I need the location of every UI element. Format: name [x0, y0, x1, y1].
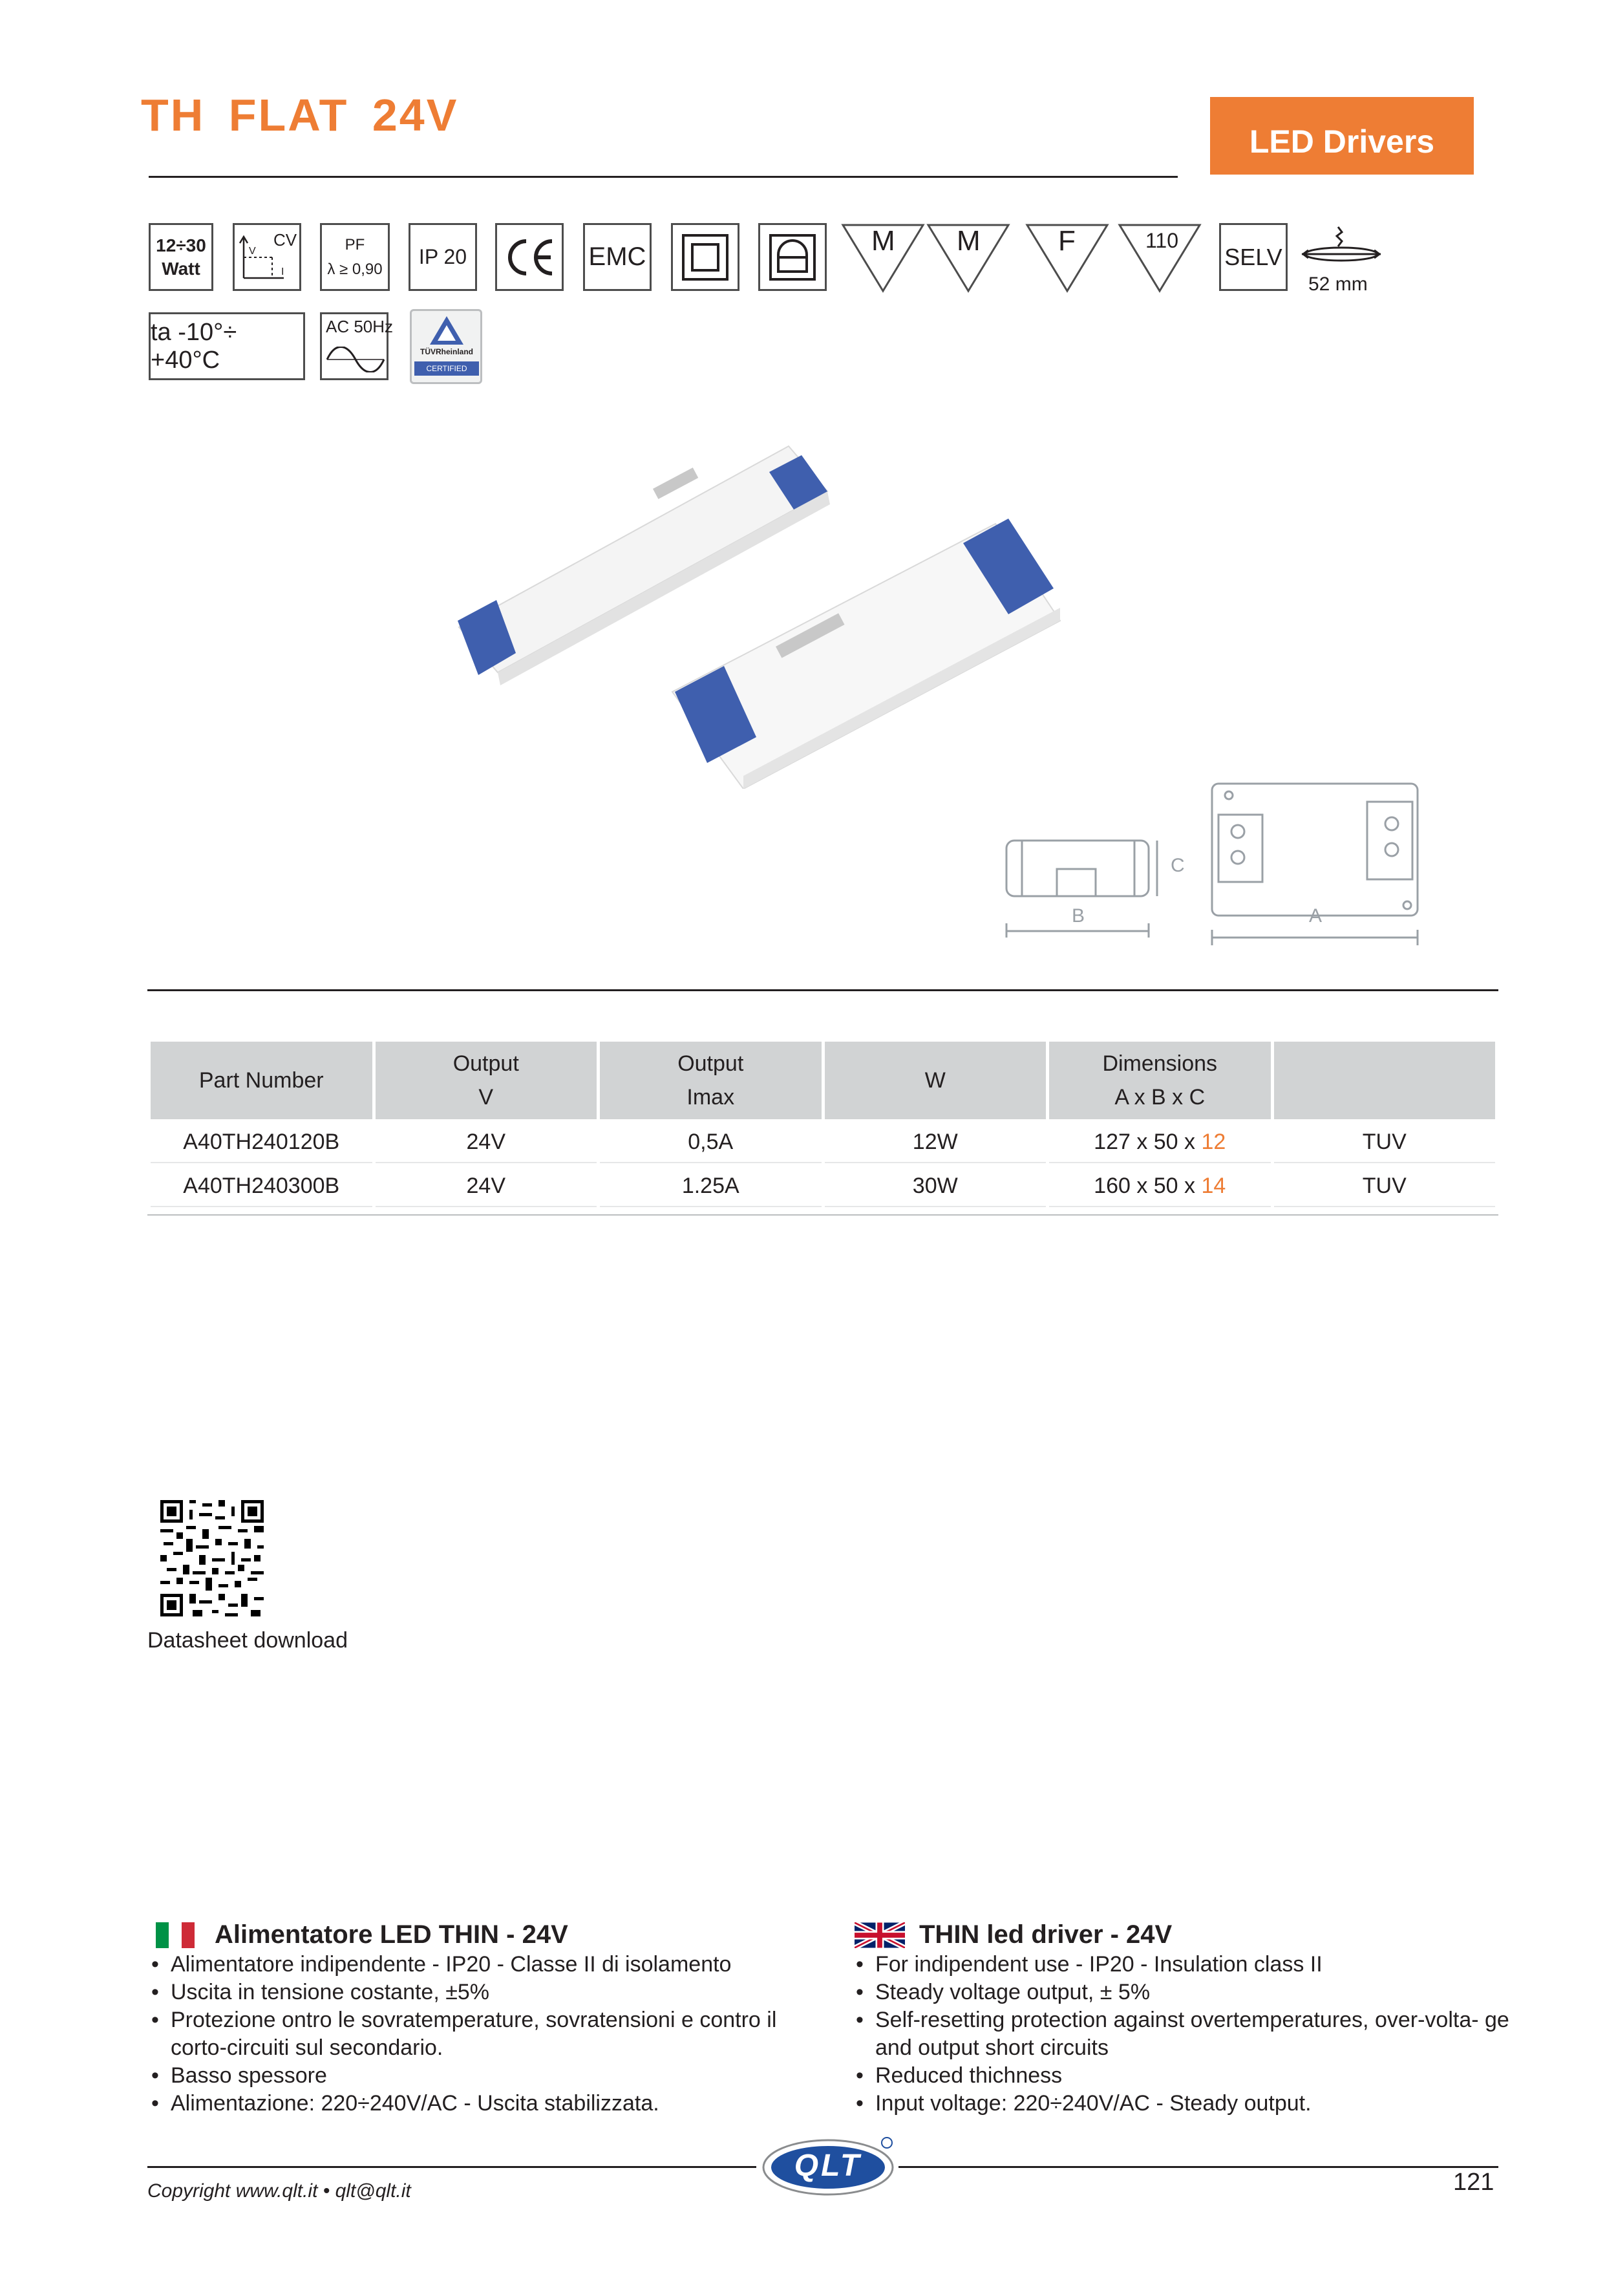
m-mark-triangle-1	[840, 222, 926, 294]
english-title: THIN led driver - 24V	[919, 1920, 1173, 1949]
tuv-brand: TÜVRheinland	[420, 347, 473, 356]
list-item: • Steady voltage output, ± 5%	[855, 1979, 1519, 2006]
cell-certification: TUV	[1274, 1122, 1496, 1163]
section-tag: LED Drivers	[1210, 97, 1474, 175]
cell-imax: 1.25A	[600, 1166, 822, 1207]
cell-imax: 0,5A	[600, 1122, 822, 1163]
product-photo	[440, 427, 1086, 789]
english-bullet-list	[855, 1951, 1519, 2118]
f-mark-label: F	[1058, 225, 1076, 257]
cell-watt: 12W	[825, 1122, 1047, 1163]
m-mark-label-1: M	[871, 225, 895, 257]
table-row	[151, 1166, 1495, 1207]
italy-flag-icon	[150, 1922, 200, 1948]
tuv-triangle-icon	[429, 315, 465, 346]
qr-caption: Datasheet download	[147, 1628, 348, 1653]
ac-label: AC 50Hz	[326, 317, 394, 336]
footer-rule-left	[147, 2166, 756, 2168]
cv-i-label: I	[281, 266, 284, 277]
tuv-cert: CERTIFIED	[414, 361, 479, 376]
col-watt: W	[825, 1042, 1047, 1119]
pf-label: PF	[345, 235, 365, 253]
header-rule	[149, 176, 1178, 178]
qr-code[interactable]	[160, 1500, 264, 1616]
col-output-imax: Output Imax	[600, 1042, 822, 1119]
emc-label: EMC	[588, 242, 646, 271]
cell-voltage: 24V	[376, 1122, 597, 1163]
dimension-c-label: C	[1171, 855, 1185, 876]
list-item: • Alimentatore indipendente - IP20 - Classe II di isolamento	[150, 1951, 822, 1979]
list-item: • Self-resetting protection against overtemperatures, over-volta- ge and output short circuits	[855, 2006, 1519, 2062]
double-square-icon	[679, 231, 731, 283]
italian-title: Alimentatore LED THIN - 24V	[215, 1920, 568, 1949]
wattage-label: Watt	[162, 258, 200, 279]
qlt-logo	[758, 2134, 898, 2205]
italian-section	[150, 1920, 822, 2118]
italian-bullet-list	[150, 1951, 822, 2118]
m-mark-label-2: M	[957, 225, 981, 257]
uk-flag-icon	[855, 1922, 905, 1948]
ac-input-icon	[320, 312, 394, 380]
ce-mark-icon	[495, 223, 564, 291]
list-item: • For indipendent use - IP20 - Insulation class II	[855, 1951, 1519, 1979]
table-row	[151, 1122, 1495, 1163]
dim-c-value: 14	[1201, 1173, 1226, 1198]
list-item: • Protezione ontro le sovratemperature, sovratensioni e contro il corto-circuiti sul secondario.	[150, 2006, 822, 2062]
section-rule	[147, 989, 1498, 991]
luminaire-symbol-icon	[767, 231, 818, 283]
sine-wave-icon	[326, 347, 385, 372]
ambient-temp-label: ta -10°÷ +40°C	[151, 318, 237, 374]
cv-v-label: V	[249, 246, 256, 257]
f-mark-triangle	[1025, 222, 1110, 294]
list-item: • Reduced thichness	[855, 2062, 1519, 2090]
footer-rule-right	[898, 2166, 1498, 2168]
english-section	[855, 1920, 1519, 2118]
class-ii-icon	[671, 223, 739, 291]
table-header-row	[151, 1042, 1495, 1119]
page-number: 121	[1453, 2169, 1494, 2196]
tuv-certified-logo	[410, 309, 482, 384]
m-mark-triangle-2	[926, 222, 1011, 294]
col-output-v: Output V	[376, 1042, 597, 1119]
dimension-a-label: A	[1309, 905, 1323, 927]
list-item: • Input voltage: 220÷240V/AC - Steady output.	[855, 2090, 1519, 2118]
power-factor-icon	[320, 223, 390, 291]
table-bottom-rule	[147, 1214, 1498, 1216]
col-certification	[1274, 1042, 1496, 1119]
cell-part-number: A40TH240300B	[151, 1166, 372, 1207]
list-item: • Basso spessore	[150, 2062, 822, 2090]
ip20-label: IP 20	[418, 245, 467, 268]
wattage-icon	[149, 223, 213, 291]
temp-110-label: 110	[1145, 229, 1179, 252]
wattage-range: 12÷30	[156, 235, 206, 255]
selv-icon	[1219, 223, 1288, 291]
ip20-icon	[409, 223, 477, 291]
dimension-drawing	[999, 776, 1425, 957]
qlt-logo-text: QLT	[794, 2149, 862, 2183]
cell-watt: 30W	[825, 1166, 1047, 1207]
selv-label: SELV	[1224, 243, 1282, 270]
thickness-label: 52 mm	[1308, 274, 1368, 295]
temp-110-triangle	[1117, 222, 1202, 294]
col-dimensions: Dimensions A x B x C	[1049, 1042, 1271, 1119]
copyright: Copyright www.qlt.it • qlt@qlt.it	[147, 2180, 411, 2202]
cv-label: CV	[273, 230, 297, 250]
driver-unit-front	[672, 519, 1060, 789]
cell-voltage: 24V	[376, 1166, 597, 1207]
independent-luminaire-icon	[758, 223, 827, 291]
dimension-b-label: B	[1072, 905, 1085, 927]
list-item: • Uscita in tensione costante, ±5%	[150, 1979, 822, 2006]
constant-voltage-icon	[233, 223, 301, 291]
qr-code-image	[160, 1500, 264, 1616]
pf-value: λ ≥ 0,90	[327, 260, 383, 278]
col-part-number: Part Number	[151, 1042, 372, 1119]
spec-table	[147, 1039, 1498, 1210]
disc-thickness-icon	[1299, 223, 1383, 275]
ambient-temp-icon	[149, 312, 305, 380]
dim-c-value: 12	[1201, 1129, 1226, 1154]
cell-certification: TUV	[1274, 1166, 1496, 1207]
emc-icon	[583, 223, 652, 291]
thickness-icon	[1299, 223, 1383, 301]
page-title: TH FLAT 24V	[141, 90, 459, 140]
cell-dimensions: 160 x 50 x 14	[1049, 1166, 1271, 1207]
cell-part-number: A40TH240120B	[151, 1122, 372, 1163]
list-item: • Alimentazione: 220÷240V/AC - Uscita stabilizzata.	[150, 2090, 822, 2118]
ce-symbol-icon	[500, 235, 558, 280]
cell-dimensions: 127 x 50 x 12	[1049, 1122, 1271, 1163]
